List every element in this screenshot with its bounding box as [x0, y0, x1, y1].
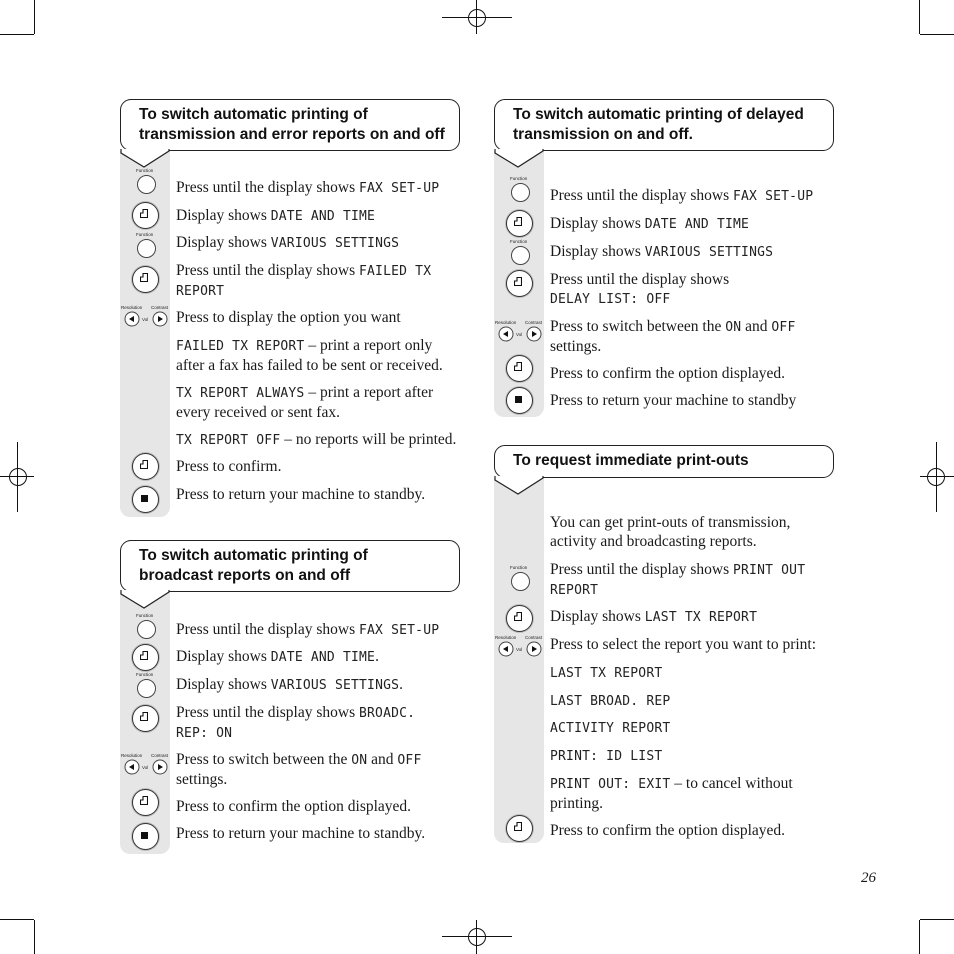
step-row: Press to confirm the option displayed.: [550, 365, 786, 382]
ok-button-icon: [506, 270, 533, 297]
ok-button-icon: [132, 202, 159, 229]
stop-button-icon: [132, 486, 159, 513]
option-row: FAILED TX REPORT – print a report only after a fax has failed to be sent or received.: [176, 337, 443, 374]
crop-mark: [919, 920, 920, 954]
section-title: To switch automatic printing of delayed transmission on and off.: [494, 99, 834, 151]
icon-strip: [494, 478, 544, 843]
section-title: To switch automatic printing of transmission and error reports on and off: [120, 99, 460, 151]
registration-mark: [468, 928, 486, 946]
function-button-icon: Function: [508, 565, 532, 591]
stop-button-icon: [132, 823, 159, 850]
ok-button-icon: [132, 266, 159, 293]
function-button-icon: Function: [134, 613, 158, 639]
ok-button-icon: [506, 355, 533, 382]
callout-tail: [120, 149, 172, 169]
registration-mark: [442, 17, 512, 18]
step-row: Display shows DATE AND TIME.: [176, 648, 379, 665]
registration-mark: [442, 936, 512, 937]
step-row: Press until the display shows FAX SET-UP: [550, 187, 814, 204]
step-row: Press to select the report you want to print:: [550, 636, 817, 653]
step-row: Display shows DATE AND TIME: [176, 207, 376, 224]
registration-mark: [468, 9, 486, 27]
registration-mark: [920, 476, 954, 477]
step-row: Press to return your machine to standby.: [176, 825, 426, 842]
function-button-icon: Function: [134, 168, 158, 194]
callout-tail: [494, 149, 546, 169]
function-button-icon: Function: [508, 239, 532, 265]
ok-button-icon: [132, 789, 159, 816]
step-row: Press until the display shows FAX SET-UP: [176, 621, 440, 638]
step-row: Display shows LAST TX REPORT: [550, 608, 758, 625]
option-row: LAST TX REPORT: [550, 666, 663, 681]
step-row: Press to switch between the ON and OFF settings.: [550, 318, 796, 355]
section-title: To request immediate print-outs: [494, 445, 834, 478]
option-row: ACTIVITY REPORT: [550, 721, 671, 736]
step-row: Press to confirm the option displayed.: [550, 822, 786, 839]
step-row: Press to switch between the ON and OFF settings.: [176, 751, 422, 788]
step-row: Press until the display shows DELAY LIST: OFF: [550, 271, 730, 307]
resolution-contrast-keys-icon: Resolution Contrast Vol: [494, 635, 546, 659]
option-row: PRINT: ID LIST: [550, 749, 663, 764]
step-row: Display shows VARIOUS SETTINGS: [176, 234, 400, 251]
step-row: Display shows DATE AND TIME: [550, 215, 750, 232]
intro-text: You can get print-outs of transmission, activity and broadcasting reports.: [550, 514, 791, 550]
crop-mark: [920, 34, 954, 35]
option-row: LAST BROAD. REP: [550, 694, 671, 709]
step-row: Press until the display shows BROADC. REP: ON: [176, 704, 416, 741]
step-row: Press to return your machine to standby: [550, 392, 797, 409]
registration-mark: [9, 468, 27, 486]
resolution-contrast-keys-icon: Resolution Contrast Vol: [494, 320, 546, 344]
ok-button-icon: [506, 605, 533, 632]
page-number: 26: [861, 870, 876, 886]
step-row: Display shows VARIOUS SETTINGS.: [176, 676, 404, 693]
option-row: PRINT OUT: EXIT – to cancel without printing.: [550, 775, 793, 812]
crop-mark: [34, 0, 35, 34]
step-row: Press to confirm.: [176, 458, 282, 475]
registration-mark: [936, 442, 937, 512]
function-button-icon: Function: [134, 672, 158, 698]
step-row: Press to return your machine to standby.: [176, 486, 426, 503]
ok-button-icon: [506, 815, 533, 842]
function-button-icon: Function: [134, 232, 158, 258]
registration-mark: [476, 0, 477, 34]
section-title: To switch automatic printing of broadcast reports on and off: [120, 540, 460, 592]
stop-button-icon: [506, 387, 533, 414]
registration-mark: [476, 920, 477, 954]
registration-mark: [17, 442, 18, 512]
step-row: Press to confirm the option displayed.: [176, 798, 412, 815]
resolution-contrast-keys-icon: Resolution Contrast Vol: [120, 753, 172, 777]
ok-button-icon: [132, 453, 159, 480]
crop-mark: [34, 920, 35, 954]
ok-button-icon: [132, 705, 159, 732]
ok-button-icon: [132, 644, 159, 671]
option-row: TX REPORT ALWAYS – print a report after every received or sent fax.: [176, 384, 434, 421]
crop-mark: [920, 919, 954, 920]
step-row: Press until the display shows PRINT OUT REPORT: [550, 561, 806, 598]
step-row: Press until the display shows FAILED TX REPORT: [176, 262, 432, 299]
crop-mark: [919, 0, 920, 34]
option-row: TX REPORT OFF – no reports will be printed.: [176, 431, 457, 448]
callout-tail: [494, 476, 546, 496]
crop-mark: [0, 34, 34, 35]
step-row: Display shows VARIOUS SETTINGS: [550, 243, 774, 260]
step-row: Press until the display shows FAX SET-UP: [176, 179, 440, 196]
ok-button-icon: [506, 210, 533, 237]
step-row: Press to display the option you want: [176, 309, 401, 326]
resolution-contrast-keys-icon: Resolution Contrast Vol: [120, 305, 172, 329]
crop-mark: [0, 919, 34, 920]
function-button-icon: Function: [508, 176, 532, 202]
callout-tail: [120, 590, 172, 610]
